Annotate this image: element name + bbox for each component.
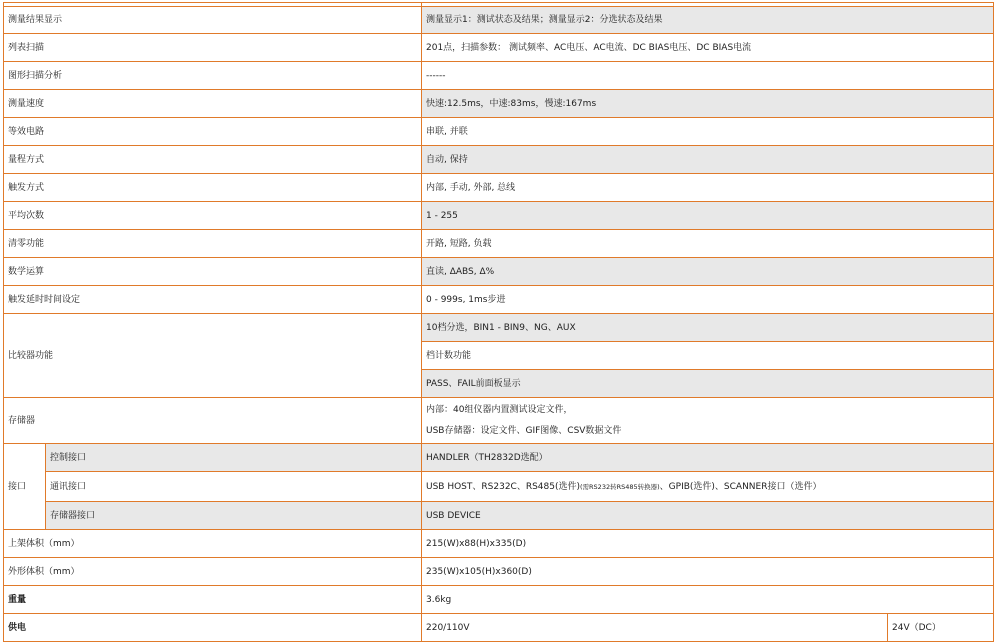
table-row-zero [4,230,994,258]
comm-value-b: 、GPIB(选件)、SCANNER接口（选件） [659,481,822,492]
row-value: 快速:12.5ms，中速:83ms，慢速:167ms [422,90,994,118]
table-row-rack-size [4,530,994,558]
row-value: 开路, 短路, 负载 [422,230,994,258]
row-value-dc: 24V（DC） [888,614,994,642]
row-value: 3.6kg [422,586,994,614]
row-label: 等效电路 [4,118,422,146]
row-label: 接口 [4,444,46,530]
table-row-trigger [4,174,994,202]
row-label: 列表扫描 [4,34,422,62]
row-value: HANDLER（TH2832D选配） [422,444,994,472]
row-label: 触发方式 [4,174,422,202]
table-row-range-mode [4,146,994,174]
row-label: 量程方式 [4,146,422,174]
memory-line-2: USB存储器：设定文件、GIF图像、CSV数据文件 [426,425,622,436]
row-value: 201点，扫描参数： 测试频率、AC电压、AC电流、DC BIAS电压、DC BIAS电流 [422,34,994,62]
row-value: 自动, 保持 [422,146,994,174]
row-value: ------ [422,62,994,90]
table-row-list-sweep [4,34,994,62]
row-value: 1 - 255 [422,202,994,230]
row-value [422,472,994,502]
table-row-graph-sweep [4,62,994,90]
table-row-math [4,258,994,286]
comm-value-note: (需RS232转RS485转换器) [580,482,660,491]
row-label: 平均次数 [4,202,422,230]
memory-line-1: 内部：40组仪器内置测试设定文件， [426,404,573,415]
row-value: 235(W)x105(H)x360(D) [422,558,994,586]
table-row-average [4,202,994,230]
table-row-speed [4,90,994,118]
row-value: 档计数功能 [422,342,994,370]
table-row-equiv-circuit [4,118,994,146]
row-value: 串联, 并联 [422,118,994,146]
row-label: 供电 [4,614,422,642]
row-value: PASS、FAIL前面板显示 [422,370,994,398]
row-label: 测量结果显示 [4,7,422,34]
row-label: 图形扫描分析 [4,62,422,90]
table-row-power [4,614,994,642]
row-value: 测量显示1：测试状态及结果；测量显示2：分选状态及结果 [422,7,994,34]
table-row-memory [4,398,994,444]
row-value-multiline [422,398,994,444]
row-label: 数学运算 [4,258,422,286]
table-row-comparator-1 [4,314,994,342]
row-label: 触发延时时间设定 [4,286,422,314]
table-row-interface-handler [4,444,994,472]
table-row-trigger-delay [4,286,994,314]
row-value: 直读, ΔABS, Δ% [422,258,994,286]
row-sublabel: 控制接口 [46,444,422,472]
table-row-outer-size [4,558,994,586]
row-sublabel: 通讯接口 [46,472,422,502]
row-label: 测量速度 [4,90,422,118]
table-row-weight [4,586,994,614]
row-value: USB DEVICE [422,502,994,530]
table-row-interface-comm [4,472,994,502]
row-value: 215(W)x88(H)x335(D) [422,530,994,558]
row-value-ac: 220/110V [422,614,888,642]
table-row-measure-display [4,7,994,34]
spec-table [3,2,994,642]
row-label: 存储器 [4,398,422,444]
row-label: 重量 [4,586,422,614]
comm-value-a: USB HOST、RS232C、RS485(选件) [426,481,580,492]
table-row-interface-storage [4,502,994,530]
row-sublabel: 存储器接口 [46,502,422,530]
row-label: 上架体积（mm） [4,530,422,558]
row-label: 比较器功能 [4,314,422,398]
row-value: 0 - 999s, 1ms步进 [422,286,994,314]
row-label: 清零功能 [4,230,422,258]
row-value: 10档分选，BIN1 - BIN9、NG、AUX [422,314,994,342]
row-value: 内部, 手动, 外部, 总线 [422,174,994,202]
row-label: 外形体积（mm） [4,558,422,586]
